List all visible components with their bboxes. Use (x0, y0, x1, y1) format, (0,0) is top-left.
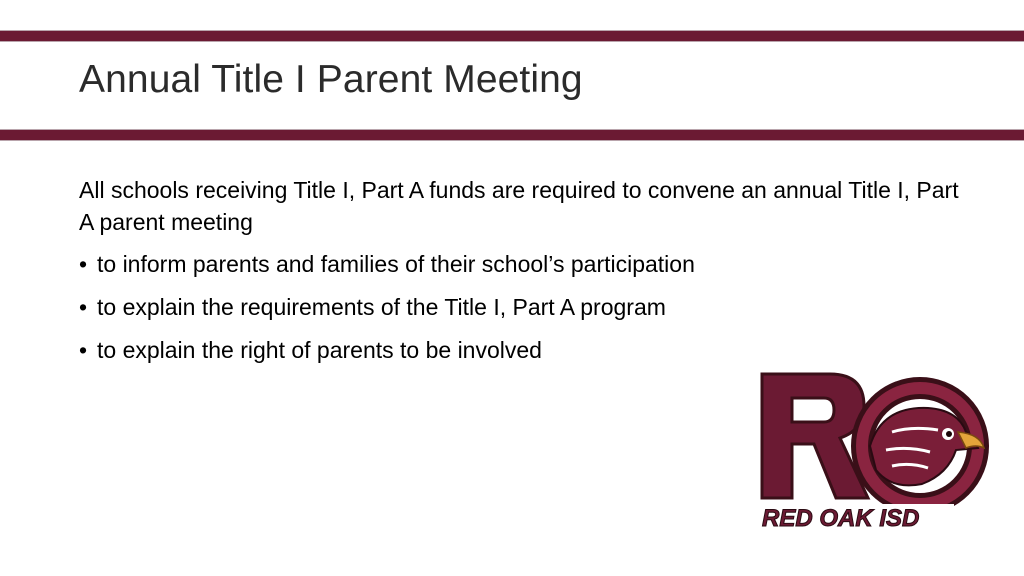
logo-wordmark: RED OAK ISD (762, 505, 920, 532)
intro-paragraph: All schools receiving Title I, Part A funds are required to convene an annual Title I, Part A parent meeting (79, 177, 959, 235)
list-item (79, 291, 959, 323)
list-item (79, 248, 959, 280)
hawk-logo-icon (752, 362, 990, 532)
top-accent-band (0, 30, 1024, 42)
bullet-text: to inform parents and families of their school’s participation (97, 251, 695, 277)
bullet-glyph: • (79, 294, 88, 320)
slide-title: Annual Title I Parent Meeting (79, 58, 583, 101)
title-underline-band (0, 129, 1024, 141)
slide-body (79, 174, 959, 377)
bullet-glyph: • (79, 337, 88, 363)
red-oak-isd-logo (752, 362, 990, 532)
bullet-text: to explain the requirements of the Title I, Part A program (97, 294, 666, 320)
bullet-list (79, 248, 959, 366)
bullet-glyph: • (79, 251, 88, 277)
bullet-text: to explain the right of parents to be involved (97, 337, 542, 363)
hawk-pupil (946, 431, 952, 437)
